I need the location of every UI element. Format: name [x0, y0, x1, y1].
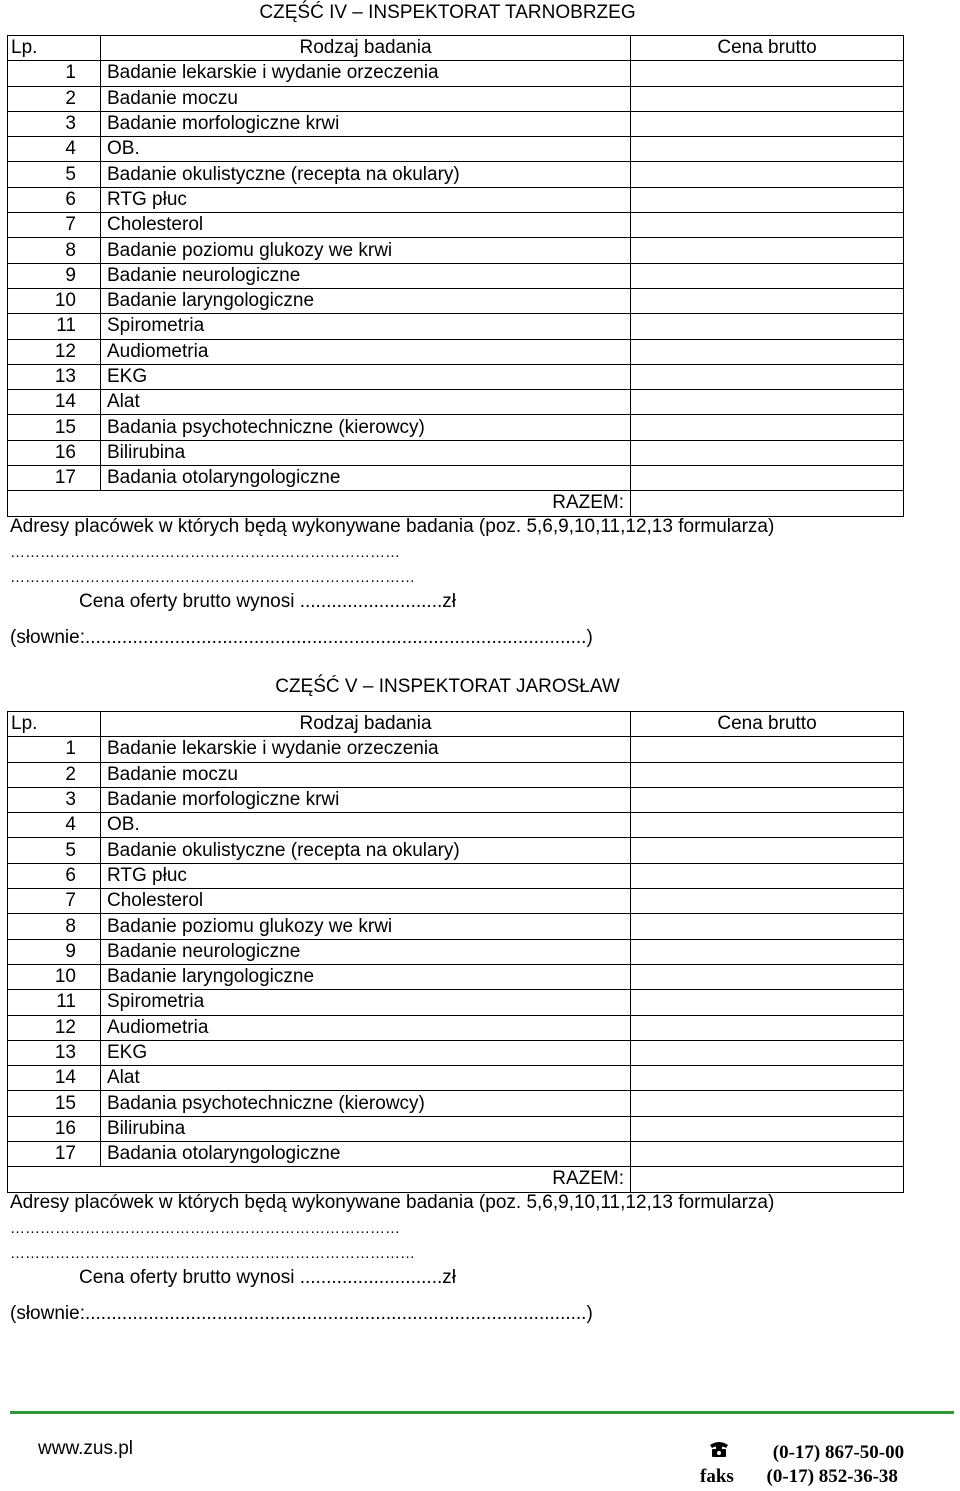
- row-name: Badania otolaryngologiczne: [101, 466, 631, 491]
- table-row: [8, 390, 904, 415]
- row-lp: 5: [8, 838, 101, 863]
- row-lp: 12: [8, 1015, 101, 1040]
- row-lp: 17: [8, 1142, 101, 1167]
- row-lp: 13: [8, 364, 101, 389]
- price-cell[interactable]: [631, 1040, 904, 1065]
- row-lp: 14: [8, 390, 101, 415]
- total-price-cell[interactable]: [631, 1167, 904, 1192]
- row-lp: 16: [8, 440, 101, 465]
- price-cell[interactable]: [631, 1142, 904, 1167]
- header-lp: Lp.: [8, 36, 101, 61]
- row-lp: 10: [8, 288, 101, 313]
- row-name: Bilirubina: [101, 1116, 631, 1141]
- price-cell[interactable]: [631, 939, 904, 964]
- words-line: (słownie:...............................................................................................): [10, 627, 593, 648]
- price-table: [7, 35, 904, 517]
- header-price: Cena brutto: [631, 36, 904, 61]
- price-line: Cena oferty brutto wynosi ...........................zł: [79, 1267, 456, 1288]
- row-lp: 7: [8, 889, 101, 914]
- header-name: Rodzaj badania: [101, 36, 631, 61]
- table-row: [8, 914, 904, 939]
- price-cell[interactable]: [631, 390, 904, 415]
- website-link[interactable]: www.zus.pl: [38, 1438, 134, 1459]
- price-cell[interactable]: [631, 162, 904, 187]
- table-row: [8, 1066, 904, 1091]
- price-cell[interactable]: [631, 813, 904, 838]
- table-row: [8, 162, 904, 187]
- price-cell[interactable]: [631, 838, 904, 863]
- table-row: [8, 863, 904, 888]
- phone-number: (0-17) 867-50-00: [772, 1442, 905, 1463]
- price-cell[interactable]: [631, 238, 904, 263]
- phone-row: [708, 1440, 904, 1464]
- total-label: RAZEM:: [8, 491, 631, 516]
- table-row: [8, 187, 904, 212]
- row-name: Badanie poziomu glukozy we krwi: [101, 238, 631, 263]
- table-row: [8, 86, 904, 111]
- price-cell[interactable]: [631, 914, 904, 939]
- table-row: [8, 111, 904, 136]
- table-row: [8, 213, 904, 238]
- price-cell[interactable]: [631, 889, 904, 914]
- row-lp: 16: [8, 1116, 101, 1141]
- table-row: [8, 1091, 904, 1116]
- row-lp: 7: [8, 213, 101, 238]
- price-cell[interactable]: [631, 288, 904, 313]
- row-lp: 13: [8, 1040, 101, 1065]
- table-row: [8, 440, 904, 465]
- table-row: [8, 466, 904, 491]
- row-name: RTG płuc: [101, 187, 631, 212]
- price-cell[interactable]: [631, 863, 904, 888]
- header-price: Cena brutto: [631, 712, 904, 737]
- row-lp: 1: [8, 737, 101, 762]
- row-lp: 2: [8, 762, 101, 787]
- section-title: CZĘŚĆ IV – INSPEKTORAT TARNOBRZEG: [259, 2, 636, 23]
- price-cell[interactable]: [631, 737, 904, 762]
- row-name: Badanie lekarskie i wydanie orzeczenia: [101, 737, 631, 762]
- row-name: Badanie morfologiczne krwi: [101, 787, 631, 812]
- fax-label: faks: [700, 1466, 734, 1487]
- row-name: Badanie poziomu glukozy we krwi: [101, 914, 631, 939]
- price-cell[interactable]: [631, 1091, 904, 1116]
- row-lp: 1: [8, 61, 101, 86]
- table-row: [8, 137, 904, 162]
- row-lp: 4: [8, 137, 101, 162]
- row-name: Cholesterol: [101, 889, 631, 914]
- row-lp: 2: [8, 86, 101, 111]
- price-cell[interactable]: [631, 213, 904, 238]
- table-row: [8, 288, 904, 313]
- row-lp: 5: [8, 162, 101, 187]
- table-row: [8, 415, 904, 440]
- price-cell[interactable]: [631, 137, 904, 162]
- row-name: OB.: [101, 813, 631, 838]
- row-lp: 3: [8, 787, 101, 812]
- row-name: Badanie moczu: [101, 762, 631, 787]
- dots-line: ……………………………………………………………………: [10, 544, 400, 561]
- price-cell[interactable]: [631, 440, 904, 465]
- row-name: Audiometria: [101, 339, 631, 364]
- row-name: Spirometria: [101, 314, 631, 339]
- row-name: Alat: [101, 390, 631, 415]
- price-cell[interactable]: [631, 787, 904, 812]
- price-line: Cena oferty brutto wynosi ...........................zł: [79, 591, 456, 612]
- address-label: Adresy placówek w których będą wykonywane badania (poz. 5,6,9,10,11,12,13 formularza): [10, 516, 775, 537]
- table-row: [8, 339, 904, 364]
- row-name: Badanie lekarskie i wydanie orzeczenia: [101, 61, 631, 86]
- row-name: Badanie neurologiczne: [101, 939, 631, 964]
- table-row: [8, 1116, 904, 1141]
- row-name: Badanie neurologiczne: [101, 263, 631, 288]
- table-row: [8, 1040, 904, 1065]
- row-lp: 9: [8, 939, 101, 964]
- row-lp: 15: [8, 415, 101, 440]
- row-name: Badanie laryngologiczne: [101, 288, 631, 313]
- price-cell[interactable]: [631, 415, 904, 440]
- price-cell[interactable]: [631, 466, 904, 491]
- table-row: [8, 314, 904, 339]
- row-name: OB.: [101, 137, 631, 162]
- row-name: Bilirubina: [101, 440, 631, 465]
- row-lp: 17: [8, 466, 101, 491]
- phone-icon: [708, 1440, 730, 1458]
- row-lp: 6: [8, 187, 101, 212]
- table-row: [8, 61, 904, 86]
- row-name: Alat: [101, 1066, 631, 1091]
- table-row: [8, 838, 904, 863]
- row-lp: 11: [8, 314, 101, 339]
- table-row: [8, 787, 904, 812]
- price-cell[interactable]: [631, 1116, 904, 1141]
- dots-line: ………………………………………………………………………: [10, 569, 415, 586]
- row-name: Badanie okulistyczne (recepta na okulary): [101, 838, 631, 863]
- header-lp: Lp.: [8, 712, 101, 737]
- header-name: Rodzaj badania: [101, 712, 631, 737]
- total-price-cell[interactable]: [631, 491, 904, 516]
- row-name: Badania psychotechniczne (kierowcy): [101, 1091, 631, 1116]
- row-name: Badanie morfologiczne krwi: [101, 111, 631, 136]
- row-lp: 11: [8, 990, 101, 1015]
- footer-rule: [10, 1411, 954, 1414]
- row-name: EKG: [101, 1040, 631, 1065]
- table-row: [8, 1015, 904, 1040]
- price-cell[interactable]: [631, 762, 904, 787]
- row-lp: 3: [8, 111, 101, 136]
- table-row: [8, 889, 904, 914]
- table-row: [8, 813, 904, 838]
- row-name: Badanie moczu: [101, 86, 631, 111]
- section-title: CZĘŚĆ V – INSPEKTORAT JAROSŁAW: [275, 676, 620, 697]
- table-row: [8, 1142, 904, 1167]
- price-cell[interactable]: [631, 339, 904, 364]
- row-lp: 9: [8, 263, 101, 288]
- price-cell[interactable]: [631, 964, 904, 989]
- dots-line: ……………………………………………………………………: [10, 1220, 400, 1237]
- words-line: (słownie:...............................................................................................): [10, 1303, 593, 1324]
- row-lp: 10: [8, 964, 101, 989]
- table-row: [8, 737, 904, 762]
- table-header-row: [8, 712, 904, 737]
- address-label: Adresy placówek w których będą wykonywane badania (poz. 5,6,9,10,11,12,13 formularza): [10, 1192, 775, 1213]
- row-name: Badania psychotechniczne (kierowcy): [101, 415, 631, 440]
- price-cell[interactable]: [631, 111, 904, 136]
- price-cell[interactable]: [631, 263, 904, 288]
- price-cell[interactable]: [631, 990, 904, 1015]
- table-row: [8, 939, 904, 964]
- row-name: Badanie laryngologiczne: [101, 964, 631, 989]
- row-name: Cholesterol: [101, 213, 631, 238]
- row-lp: 12: [8, 339, 101, 364]
- table-row: [8, 364, 904, 389]
- row-name: RTG płuc: [101, 863, 631, 888]
- price-cell[interactable]: [631, 86, 904, 111]
- price-cell[interactable]: [631, 1066, 904, 1091]
- row-name: Badanie okulistyczne (recepta na okulary): [101, 162, 631, 187]
- price-cell[interactable]: [631, 1015, 904, 1040]
- table-row: [8, 263, 904, 288]
- total-row: [8, 491, 904, 516]
- row-lp: 8: [8, 238, 101, 263]
- row-name: Spirometria: [101, 990, 631, 1015]
- price-cell[interactable]: [631, 314, 904, 339]
- row-lp: 6: [8, 863, 101, 888]
- row-name: EKG: [101, 364, 631, 389]
- dots-line: ………………………………………………………………………: [10, 1245, 415, 1262]
- row-lp: 15: [8, 1091, 101, 1116]
- total-label: RAZEM:: [8, 1167, 631, 1192]
- fax-number: (0-17) 852-36-38: [766, 1466, 898, 1487]
- price-cell[interactable]: [631, 187, 904, 212]
- table-row: [8, 990, 904, 1015]
- row-name: Audiometria: [101, 1015, 631, 1040]
- price-cell[interactable]: [631, 364, 904, 389]
- fax-row: [700, 1466, 898, 1488]
- row-lp: 14: [8, 1066, 101, 1091]
- table-row: [8, 964, 904, 989]
- row-lp: 4: [8, 813, 101, 838]
- price-table: [7, 711, 904, 1193]
- row-name: Badania otolaryngologiczne: [101, 1142, 631, 1167]
- table-row: [8, 762, 904, 787]
- row-lp: 8: [8, 914, 101, 939]
- table-row: [8, 238, 904, 263]
- table-header-row: [8, 36, 904, 61]
- price-cell[interactable]: [631, 61, 904, 86]
- total-row: [8, 1167, 904, 1192]
